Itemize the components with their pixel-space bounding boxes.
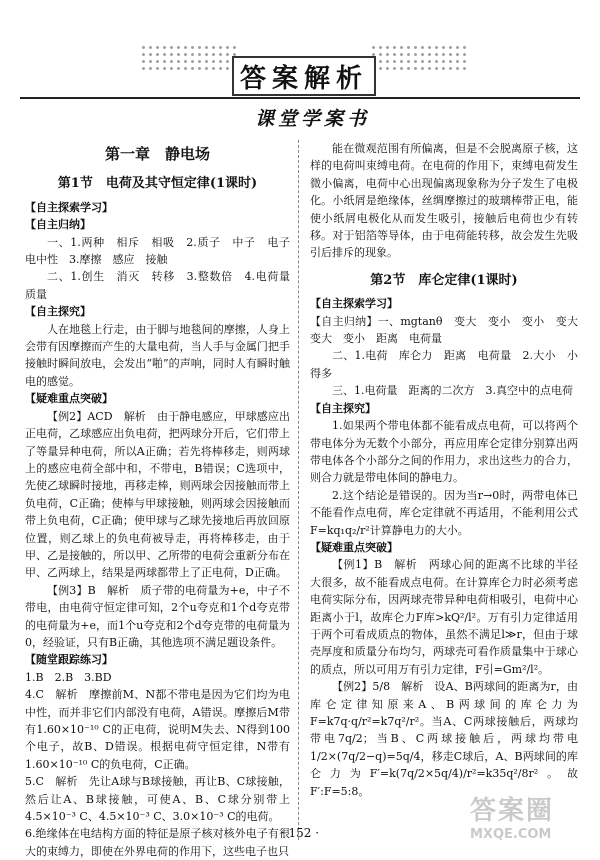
subhead: 【随堂跟踪练习】 xyxy=(25,653,113,667)
paragraph: 5.C 解析 先让A球与B球接触，再让B、C球接触，然后让A、B球接触，可使A、B、C球分别带上4.5×10⁻³ C、4.5×10⁻³ C、3.0×10⁻³ C的电荷。 xyxy=(25,775,290,824)
paragraph: 【例2】5/8 解析 设A、B两球间的距离为r，由库仑定律知原来A、B两球间的库仑力为F=k7q·q/r²=k7q²/r²。当A、C两球接触后，两球均带电7q/2；当B、C两球接触后，两球均带电1/2×(7q/2−q)=5q/4，移走C球后，A、B两球间的库仑力为F′=k(7q/2×5q/4)/r²=k35q²/8r²。故F′:F=5:8。 xyxy=(310,680,578,798)
paragraph: 【例1】B 解析 两球心间的距离不比球的半径大很多，故不能看成点电荷。在计算库仑力时必须考虑电荷实际分布，因两球壳带异种电荷相吸引，电荷中心距离小于l，故库仑力F库>kQ²/l²。万有引力定律适用于两个可看成质点的物体，虽然不满足l≫r，但由于球壳厚度和质量分布均匀，两球壳可看作质量集中于球心的质点，所以可用万有引力定律，F引=Gm²/l²。 xyxy=(310,558,578,676)
paragraph: 1.B 2.B 3.BD xyxy=(25,670,112,684)
paragraph: 2.这个结论是错误的。因为当r→0时，两带电体已不能看作点电荷，库仑定律就不再适用，不能利用公式F=kq₁q₂/r²计算静电力的大小。 xyxy=(310,488,578,537)
subhead: 【疑难重点突破】 xyxy=(310,540,398,554)
watermark-text: 答案圈 xyxy=(470,796,555,826)
subhead: 【自主探究】 xyxy=(310,401,376,415)
right-column xyxy=(310,140,589,800)
watermark-url: MXQE.COM xyxy=(470,827,552,842)
paragraph: 【例3】B 解析 质子带的电荷量为+e，中子不带电，由电荷守恒定律可知，2个u夸克和1个d夸克带的电荷量为+e，而1个u夸克和2个d夸克带的电荷量为0，经验证，只有B正确，其他选项不满足题设条件。 xyxy=(25,583,290,649)
page-title: 答案解析 xyxy=(232,56,376,96)
watermark-logo xyxy=(470,790,585,850)
subhead: 【自主探索学习】 xyxy=(310,297,398,311)
paragraph: 二、1.电荷 库仑力 距离 电荷量 2.大小 小得多 xyxy=(310,349,578,380)
subhead: 【自主探究】 xyxy=(25,305,91,319)
paragraph: 二、1.创生 消灭 转移 3.整数倍 4.电荷量 质量 xyxy=(25,270,301,301)
chapter-heading: 第一章 静电场 xyxy=(104,145,210,163)
section-heading: 第1节 电荷及其守恒定律(1课时) xyxy=(57,176,258,192)
paragraph: 一、1.两种 相斥 相吸 2.质子 中子 电子 电中性 3.摩擦 感应 接触 xyxy=(25,235,301,267)
header-rule xyxy=(20,97,580,99)
section-banner: 课堂学案书 xyxy=(255,108,371,130)
decorative-dots-left xyxy=(140,44,240,74)
paragraph: 人在地毯上行走，由于脚与地毯间的摩擦，人身上会带有因摩擦而产生的大量电荷，当人手与金属门把手接触时瞬间放电，会发出“啪”的声响，同时人有瞬时触电的感觉。 xyxy=(25,322,290,388)
paragraph: 【例2】ACD 解析 由于静电感应，甲球感应出正电荷，乙球感应出负电荷，把两球分开后，它们带上了等量异种电荷，所以A正确；若先将棒移走，则两球上的感应电荷全部中和，不带电，B错误；C选项中，先使乙球瞬时接地，再移走棒，则两球会因接触而带上负电荷，C正确；使棒与甲球接触，则两球会因接触而带上负电荷，C正确；使甲球与乙球先接地后再放回原位置，则乙球上的负电荷被导走，再将棒移走，由于甲、乙是接触的，所以甲、乙所带的电荷会重新分布在甲、乙两球上，结果是两球都带上了正电荷，D正确。 xyxy=(25,409,290,580)
decorative-dots-right xyxy=(370,44,470,74)
subhead: 【疑难重点突破】 xyxy=(25,392,113,406)
paragraph: 【自主归纳】一、mgtanθ 变大 变小 变小 变大 变大 变小 距离 电荷量 xyxy=(310,314,589,346)
subhead: 【自主探索学习】 xyxy=(25,200,113,214)
paragraph: 4.C 解析 摩擦前M、N都不带电是因为它们均为电中性，而并非它们内部没有电荷，A错误。摩擦后M带有1.60×10⁻¹⁰ C的正电荷，说明M失去、N得到100个电子，故B、D错误。根据电荷守恒定律，N带有1.60×10⁻¹⁰ C的负电荷，C正确。 xyxy=(25,688,290,771)
paragraph: 6.绝缘体在电结构方面的特征是原子核对核外电子有很大的束缚力，即使在外界电荷的作用下，这些电子也只 xyxy=(25,827,290,858)
paragraph: 能在微观范围有所偏离，但是不会脱离原子核，这样的电荷叫束缚电荷。在电荷的作用下，束缚电荷发生微小偏离，电荷中心出现偏离现象称为分子发生了电极化。小纸屑是绝缘体，丝绸摩擦过的玻璃棒带正电，能使小纸屑电极化从而发生吸引，接触后电荷也少有转移。对于铝箔等导体，由于电荷能转移，故会发生先吸引后排斥的现象。 xyxy=(310,142,578,260)
page-header xyxy=(0,28,600,98)
page-number: · 152 · xyxy=(280,826,320,840)
subhead: 【自主归纳】 xyxy=(25,218,91,232)
section-heading: 第2节 库仑定律(1课时) xyxy=(370,272,518,288)
paragraph: 1.如果两个带电体都不能看成点电荷，可以将两个带电体分为无数个小部分，再应用库仑定律分别算出两带电体各个小部分之间的作用力，求出这些力的合力，则合力就是带电体间的静电力。 xyxy=(310,419,578,485)
paragraph: 三、1.电荷量 距离的二次方 3.真空中的点电荷 xyxy=(332,384,573,398)
